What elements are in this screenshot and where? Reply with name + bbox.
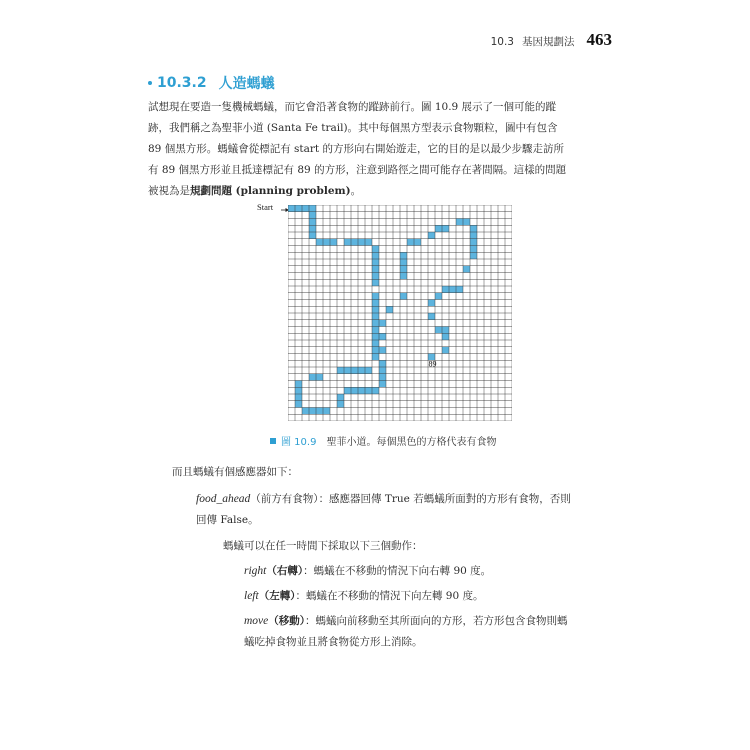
food-cell bbox=[372, 293, 379, 300]
bullet-dot-icon bbox=[148, 81, 152, 85]
food-cell bbox=[351, 367, 358, 374]
food-cell bbox=[463, 219, 470, 226]
food-cell bbox=[316, 239, 323, 246]
food-cell bbox=[470, 246, 477, 253]
food-cell bbox=[463, 266, 470, 273]
action-left-desc: ：螞蟻在不移動的情況下向左轉 90 度。 bbox=[295, 590, 484, 602]
food-cell bbox=[372, 354, 379, 361]
food-cell bbox=[470, 239, 477, 246]
food-cell bbox=[309, 408, 316, 415]
food-cell bbox=[379, 381, 386, 388]
food-cell bbox=[442, 225, 449, 232]
food-cell bbox=[337, 367, 344, 374]
header-section-title: 基因規劃法 bbox=[522, 36, 575, 48]
food-cell bbox=[344, 387, 351, 394]
intro-line-3: 89 個黑方形。螞蟻會從標記有 start 的方形向右開始遊走，它的目的是以最少步驟走訪所 bbox=[148, 143, 564, 155]
food-cell bbox=[470, 252, 477, 259]
food-cell bbox=[435, 293, 442, 300]
food-cell bbox=[316, 408, 323, 415]
action-right bbox=[244, 561, 491, 582]
food-cell bbox=[379, 347, 386, 354]
food-cell bbox=[295, 401, 302, 408]
food-cell bbox=[316, 374, 323, 381]
sensor-name: food_ahead bbox=[196, 493, 251, 505]
sensor-intro: 而且螞蟻有個感應器如下： bbox=[172, 466, 298, 478]
action-left-paren: （左轉） bbox=[258, 590, 296, 602]
intro-line-5-pre: 被視為是 bbox=[148, 185, 190, 197]
intro-line-5 bbox=[148, 181, 616, 202]
section-heading bbox=[148, 73, 275, 93]
sensor-desc-2: 回傳 False。 bbox=[196, 514, 259, 526]
food-cell bbox=[442, 347, 449, 354]
food-cell bbox=[337, 394, 344, 401]
food-cell bbox=[372, 279, 379, 286]
food-cell bbox=[449, 286, 456, 293]
caption-number: 圖 10.9 bbox=[281, 437, 317, 448]
food-cell bbox=[330, 239, 337, 246]
food-cell bbox=[386, 306, 393, 313]
action-left-name: left bbox=[244, 590, 259, 602]
food-cell bbox=[351, 239, 358, 246]
food-cell bbox=[351, 387, 358, 394]
food-cell bbox=[379, 333, 386, 340]
food-cell bbox=[400, 259, 407, 266]
food-cell bbox=[288, 205, 295, 212]
food-cell bbox=[309, 212, 316, 219]
sensor-desc-1: ：感應器回傳 True 若螞蟻所面對的方形有食物，否則 bbox=[318, 493, 571, 505]
action-right-name: right bbox=[244, 565, 267, 577]
trail-grid bbox=[288, 205, 512, 421]
intro-line-2: 跡，我們稱之為聖菲小道 (Santa Fe trail)。其中每個黑方型表示食物顆粒，圖中有包含 bbox=[148, 122, 558, 134]
food-cell bbox=[442, 333, 449, 340]
header-section-number: 10.3 bbox=[490, 36, 514, 48]
action-move bbox=[244, 611, 568, 632]
caption-text: 聖菲小道。每個黑色的方格代表有食物 bbox=[326, 437, 497, 448]
food-cell bbox=[400, 266, 407, 273]
food-cell bbox=[428, 300, 435, 307]
intro-line-4: 有 89 個黑方形並且抵達標記有 89 的方形，注意到路徑之間可能存在著間隔。這樣的問題 bbox=[148, 164, 567, 176]
food-cell bbox=[337, 401, 344, 408]
sensor-def-line-1 bbox=[196, 489, 571, 510]
food-cell bbox=[358, 367, 365, 374]
food-cell bbox=[365, 367, 372, 374]
food-cell bbox=[407, 239, 414, 246]
food-cell bbox=[358, 387, 365, 394]
food-cell bbox=[344, 239, 351, 246]
food-cells bbox=[288, 205, 477, 414]
food-cell bbox=[372, 306, 379, 313]
food-cell bbox=[323, 239, 330, 246]
food-cell bbox=[372, 333, 379, 340]
food-cell bbox=[372, 387, 379, 394]
section-title: 人造螞蟻 bbox=[218, 76, 275, 92]
food-cell bbox=[372, 266, 379, 273]
action-right-desc: ：螞蟻在不移動的情況下向右轉 90 度。 bbox=[303, 565, 492, 577]
food-cell bbox=[295, 387, 302, 394]
food-cell bbox=[295, 205, 302, 212]
running-header bbox=[491, 30, 612, 50]
intro-line-5-post: 。 bbox=[350, 185, 362, 197]
food-cell bbox=[372, 347, 379, 354]
food-cell bbox=[428, 313, 435, 320]
food-cell bbox=[309, 205, 316, 212]
food-cell bbox=[295, 394, 302, 401]
actions-intro: 螞蟻可以在任一時間下採取以下三個動作： bbox=[223, 540, 423, 552]
food-cell bbox=[365, 387, 372, 394]
food-cell bbox=[309, 219, 316, 226]
food-cell bbox=[379, 374, 386, 381]
food-cell bbox=[456, 219, 463, 226]
food-cell bbox=[372, 340, 379, 347]
food-cell bbox=[372, 300, 379, 307]
section-number: 10.3.2 bbox=[157, 75, 207, 91]
figure-caption bbox=[270, 433, 496, 448]
food-cell bbox=[372, 320, 379, 327]
page-number: 463 bbox=[586, 30, 612, 49]
action-left bbox=[244, 586, 484, 607]
intro-line-1: 試想現在要造一隻機械螞蟻，而它會沿著食物的蹤跡前行。圖 10.9 展示了一個可能的蹤 bbox=[148, 101, 557, 113]
food-cell bbox=[435, 225, 442, 232]
food-cell bbox=[365, 239, 372, 246]
planning-problem-term: 規劃問題 (planning problem) bbox=[190, 185, 351, 197]
food-cell bbox=[309, 225, 316, 232]
intro-paragraph bbox=[148, 97, 616, 202]
action-right-paren: （右轉） bbox=[266, 565, 304, 577]
food-cell bbox=[379, 360, 386, 367]
grid-lines bbox=[288, 205, 512, 421]
action-move-desc-2: 蟻吃掉食物並且將食物從方形上消除。 bbox=[244, 636, 423, 648]
sensor-paren: （前方有食物） bbox=[250, 493, 319, 505]
food-cell bbox=[309, 232, 316, 239]
end-label-89: 89 bbox=[428, 359, 437, 369]
food-cell bbox=[295, 381, 302, 388]
food-cell bbox=[309, 374, 316, 381]
food-cell bbox=[372, 313, 379, 320]
start-label: Start bbox=[257, 202, 274, 212]
food-cell bbox=[372, 246, 379, 253]
action-move-name: move bbox=[244, 615, 269, 627]
food-cell bbox=[428, 232, 435, 239]
food-cell bbox=[372, 327, 379, 334]
food-cell bbox=[344, 367, 351, 374]
food-cell bbox=[470, 225, 477, 232]
food-cell bbox=[400, 273, 407, 280]
santa-fe-trail-figure bbox=[257, 200, 517, 428]
food-cell bbox=[302, 205, 309, 212]
food-cell bbox=[470, 232, 477, 239]
food-cell bbox=[372, 252, 379, 259]
food-cell bbox=[456, 286, 463, 293]
food-cell bbox=[323, 408, 330, 415]
food-cell bbox=[414, 239, 421, 246]
food-cell bbox=[379, 320, 386, 327]
food-cell bbox=[358, 239, 365, 246]
food-cell bbox=[372, 259, 379, 266]
food-cell bbox=[400, 293, 407, 300]
caption-square-icon bbox=[270, 438, 276, 444]
action-move-desc-1: ：螞蟻向前移動至其所面向的方形，若方形包含食物則螞 bbox=[305, 615, 568, 627]
action-move-paren: （移動） bbox=[268, 615, 306, 627]
food-cell bbox=[400, 252, 407, 259]
food-cell bbox=[379, 367, 386, 374]
food-cell bbox=[435, 327, 442, 334]
food-cell bbox=[442, 286, 449, 293]
food-cell bbox=[442, 327, 449, 334]
food-cell bbox=[302, 408, 309, 415]
food-cell bbox=[372, 273, 379, 280]
